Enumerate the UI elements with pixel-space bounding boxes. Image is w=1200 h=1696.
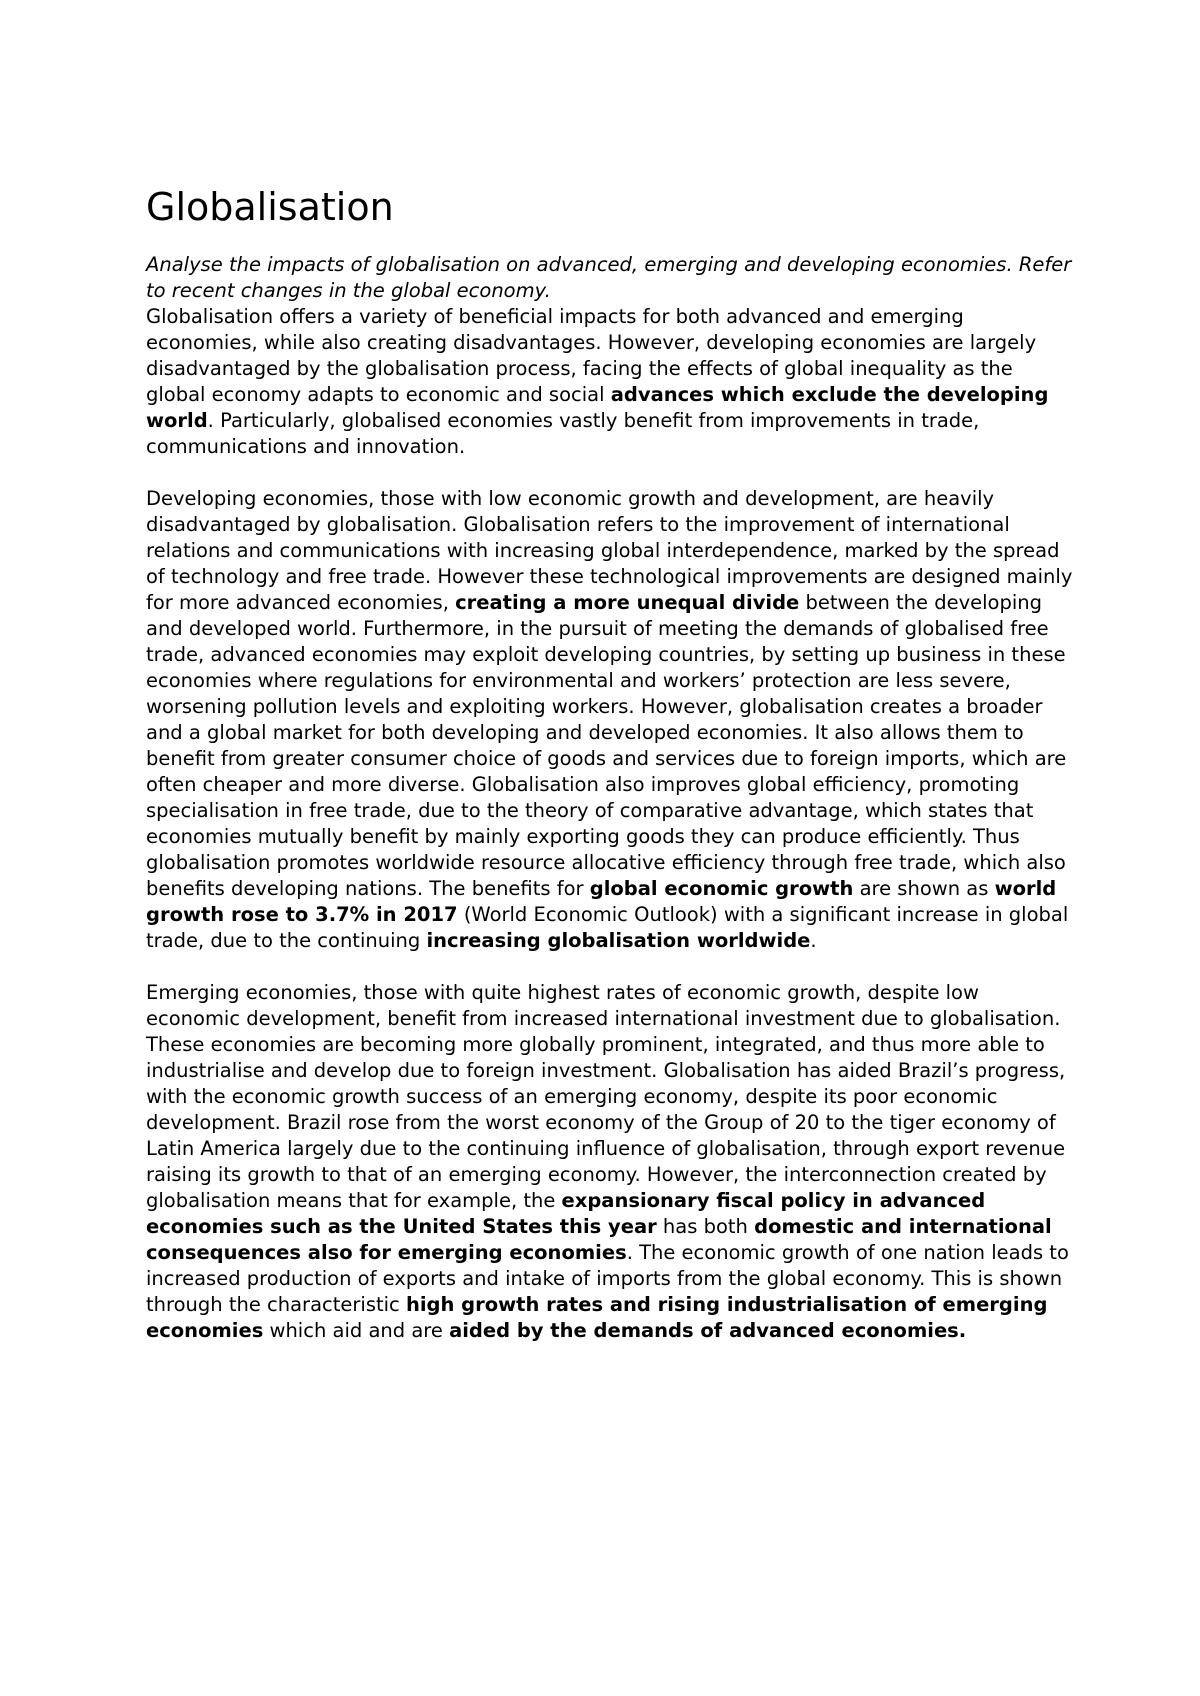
bold-text-run: domestic and international consequences also for emerging economies <box>146 1215 1052 1264</box>
text-run: . Particularly, globalised economies vastly benefit from improvements in trade, communications and innovation. <box>146 409 980 458</box>
paragraph-emerging-economies <box>146 980 1076 1344</box>
paragraph-introduction <box>146 304 1076 460</box>
bold-text-run: global economic growth <box>589 877 854 900</box>
text-run: are shown as <box>853 877 995 900</box>
bold-text-run: world growth rose to 3.7% in 2017 <box>146 877 1057 926</box>
paragraph-developing-economies <box>146 486 1076 954</box>
text-run: . The economic growth of one nation leads to increased production of exports and intake of imports from the global economy. This is shown through the characteristic <box>146 1241 1069 1316</box>
bold-text-run: advances which exclude the developing world <box>146 383 1049 432</box>
bold-text-run: increasing globalisation worldwide <box>426 929 811 952</box>
text-run: Globalisation offers a variety of beneficial impacts for both advanced and emerging economies, while also creating disadvantages. However, developing economies are largely disadvantaged by the globalisation process, facing the effects of global inequality as the global economy adapts to economic and social <box>146 305 1037 406</box>
text-run: between the developing and developed world. Furthermore, in the pursuit of meeting the demands of globalised free trade, advanced economies may exploit developing countries, by setting up business in these economies where regulations for environmental and workers’ protection are less severe, worsening pollution levels and exploiting workers. However, globalisation creates a broader and a global market for both developing and developed economies. It also allows them to benefit from greater consumer choice of goods and services due to foreign imports, which are often cheaper and more diverse. Globalisation also improves global efficiency, promoting specialisation in free trade, due to the theory of comparative advantage, which states that economies mutually benefit by mainly exporting goods they can produce efficiently. Thus globalisation promotes worldwide resource allocative efficiency through free trade, which also benefits developing nations. The benefits for <box>146 591 1067 900</box>
bold-text-run: aided by the demands of advanced economies. <box>449 1319 967 1342</box>
text-run: Emerging economies, those with quite highest rates of economic growth, despite low economic development, benefit from increased international investment due to globalisation. These economies are becoming more globally prominent, integrated, and thus more able to industrialise and develop due to foreign investment. Globalisation has aided Brazil’s progress, with the economic growth success of an emerging economy, despite its poor economic development. Brazil rose from the worst economy of the Group of 20 to the tiger economy of Latin America largely due to the continuing influence of globalisation, through export revenue raising its growth to that of an emerging economy. However, the interconnection created by globalisation means that for example, the <box>146 981 1066 1212</box>
text-run: has both <box>656 1215 755 1238</box>
document-title: Globalisation <box>146 185 394 229</box>
document-page <box>146 184 1076 1344</box>
text-run: which aid and are <box>263 1319 450 1342</box>
text-run: (World Economic Outlook) with a significant increase in global trade, due to the continuing <box>146 903 1069 952</box>
text-run: Developing economies, those with low economic growth and development, are heavily disadvantaged by globalisation. Globalisation refers to the improvement of international relations and communications with increasing global interdependence, marked by the spread of technology and free trade. However these technological improvements are designed mainly for more advanced economies, <box>146 487 1073 614</box>
bold-text-run: high growth rates and rising industrialisation of emerging economies <box>146 1293 1048 1342</box>
essay-question: Analyse the impacts of globalisation on advanced, emerging and developing economies. Refer to recent changes in the global economy. <box>146 253 1072 302</box>
bold-text-run: creating a more unequal divide <box>455 591 800 614</box>
text-run: . <box>810 929 817 952</box>
bold-text-run: expansionary fiscal policy in advanced economies such as the United States this year <box>146 1189 986 1238</box>
